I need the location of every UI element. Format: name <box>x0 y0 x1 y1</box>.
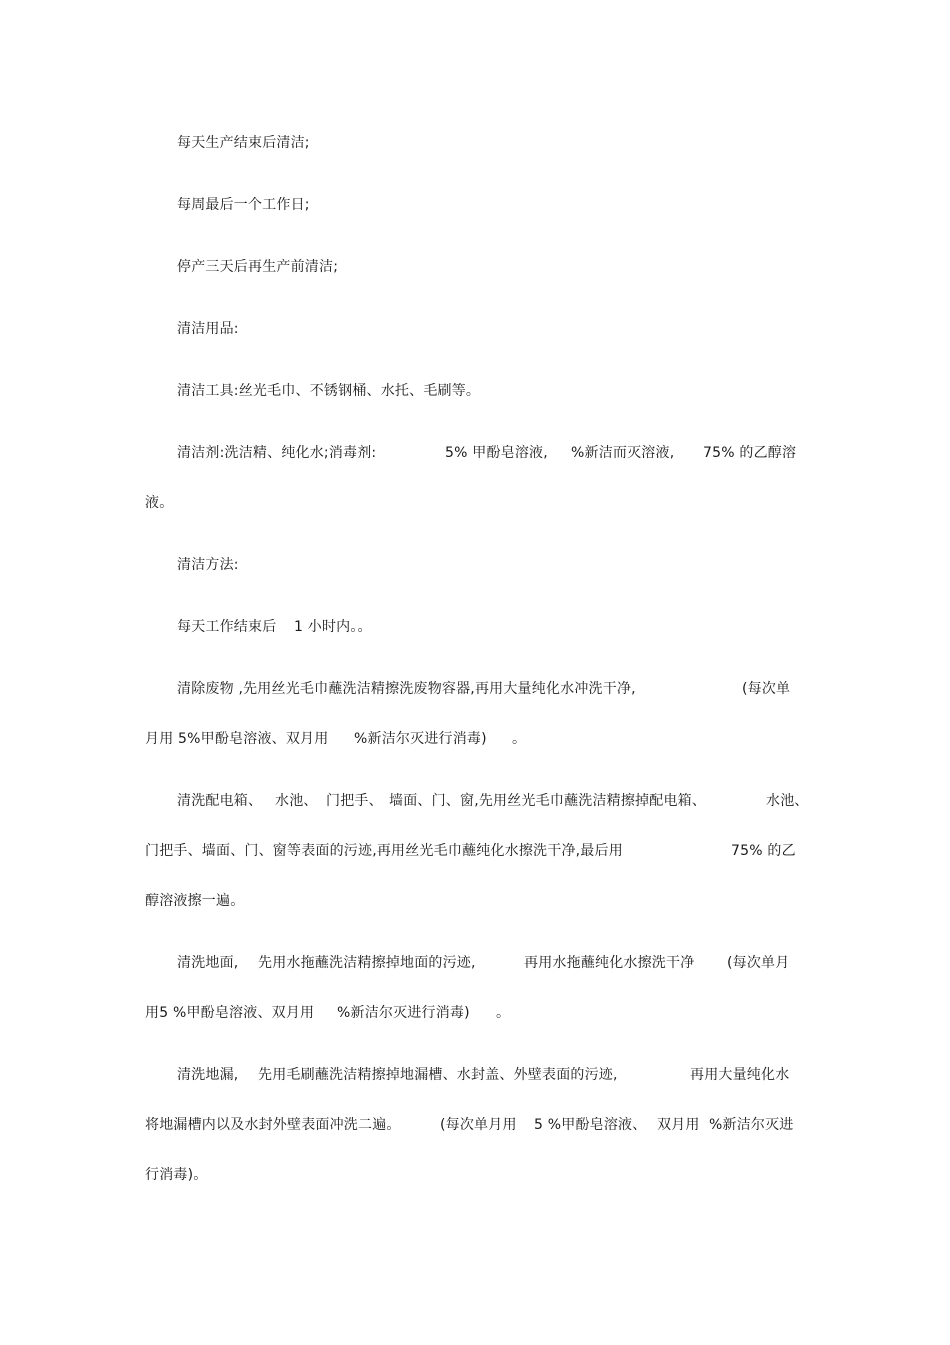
text-line: 液。 <box>145 495 174 511</box>
text-line: 再用水拖蘸纯化水擦洗干净 <box>524 955 695 971</box>
text-line: 墙面、门、窗,先用丝光毛巾蘸洗洁精擦掉配电箱、 <box>389 793 707 809</box>
text-line: 月用 5%甲酚皂溶液、双月用 <box>145 731 329 747</box>
text-line: 门把手、墙面、门、窗等表面的污迹,再用丝光毛巾蘸纯化水擦洗干净,最后用 <box>145 843 623 859</box>
text-line: 门把手、 <box>326 793 383 809</box>
text-line: 停产三天后再生产前清洁; <box>177 259 339 275</box>
text-line: 清除废物 ,先用丝光毛巾蘸洗洁精擦洗废物容器,再用大量纯化水冲洗干净, <box>177 681 636 697</box>
text-line: 75% 的乙 <box>731 843 796 859</box>
text-line: 醇溶液擦一遍。 <box>145 893 245 909</box>
text-line: 75% 的乙醇溶 <box>703 445 797 461</box>
text-line: 先用水拖蘸洗洁精擦掉地面的污迹, <box>258 955 476 971</box>
text-line: 清洗配电箱、 <box>177 793 263 809</box>
text-line: 清洁工具:丝光毛巾、不锈钢桶、水托、毛刷等。 <box>177 383 481 399</box>
text-line: 用5 %甲酚皂溶液、双月用 <box>145 1005 315 1021</box>
text-line: 清洗地漏, <box>177 1067 239 1083</box>
text-line: %新洁尔灭进 <box>709 1117 794 1133</box>
text-line: (每次单月 <box>727 955 790 971</box>
text-line: 每天生产结束后清洁; <box>177 135 310 151</box>
section-heading: 清洁用品: <box>177 321 239 337</box>
text-line: %新洁尔灭进行消毒) <box>354 731 487 747</box>
text-line: 行消毒)。 <box>145 1167 208 1183</box>
text-line: 每周最后一个工作日; <box>177 197 310 213</box>
text-line: 。 <box>512 731 527 747</box>
text-line: %新洁而灭溶液, <box>571 445 675 461</box>
text-line: 再用大量纯化水 <box>690 1067 790 1083</box>
text-line: 双月用 <box>657 1117 700 1133</box>
text-line: 5% 甲酚皂溶液, <box>445 445 548 461</box>
text-line: 将地漏槽内以及水封外壁表面冲洗二遍。 <box>145 1117 401 1133</box>
text-line: (每次单月用 <box>440 1117 517 1133</box>
text-line: 水池、 <box>766 793 809 809</box>
text-line: 。 <box>496 1005 511 1021</box>
text-line: %新洁尔灭进行消毒) <box>337 1005 470 1021</box>
text-line: 清洗地面, <box>177 955 239 971</box>
text-line: 5 %甲酚皂溶液、 <box>534 1117 647 1133</box>
text-line: 1 小时内。。 <box>294 619 372 635</box>
text-line: 先用毛刷蘸洗洁精擦掉地漏槽、水封盖、外壁表面的污迹, <box>258 1067 618 1083</box>
text-line: 每天工作结束后 <box>177 619 277 635</box>
text-line: 清洁剂:洗洁精、纯化水;消毒剂: <box>177 445 377 461</box>
section-heading: 清洁方法: <box>177 557 239 573</box>
text-line: (每次单 <box>742 681 791 697</box>
text-line: 水池、 <box>275 793 318 809</box>
